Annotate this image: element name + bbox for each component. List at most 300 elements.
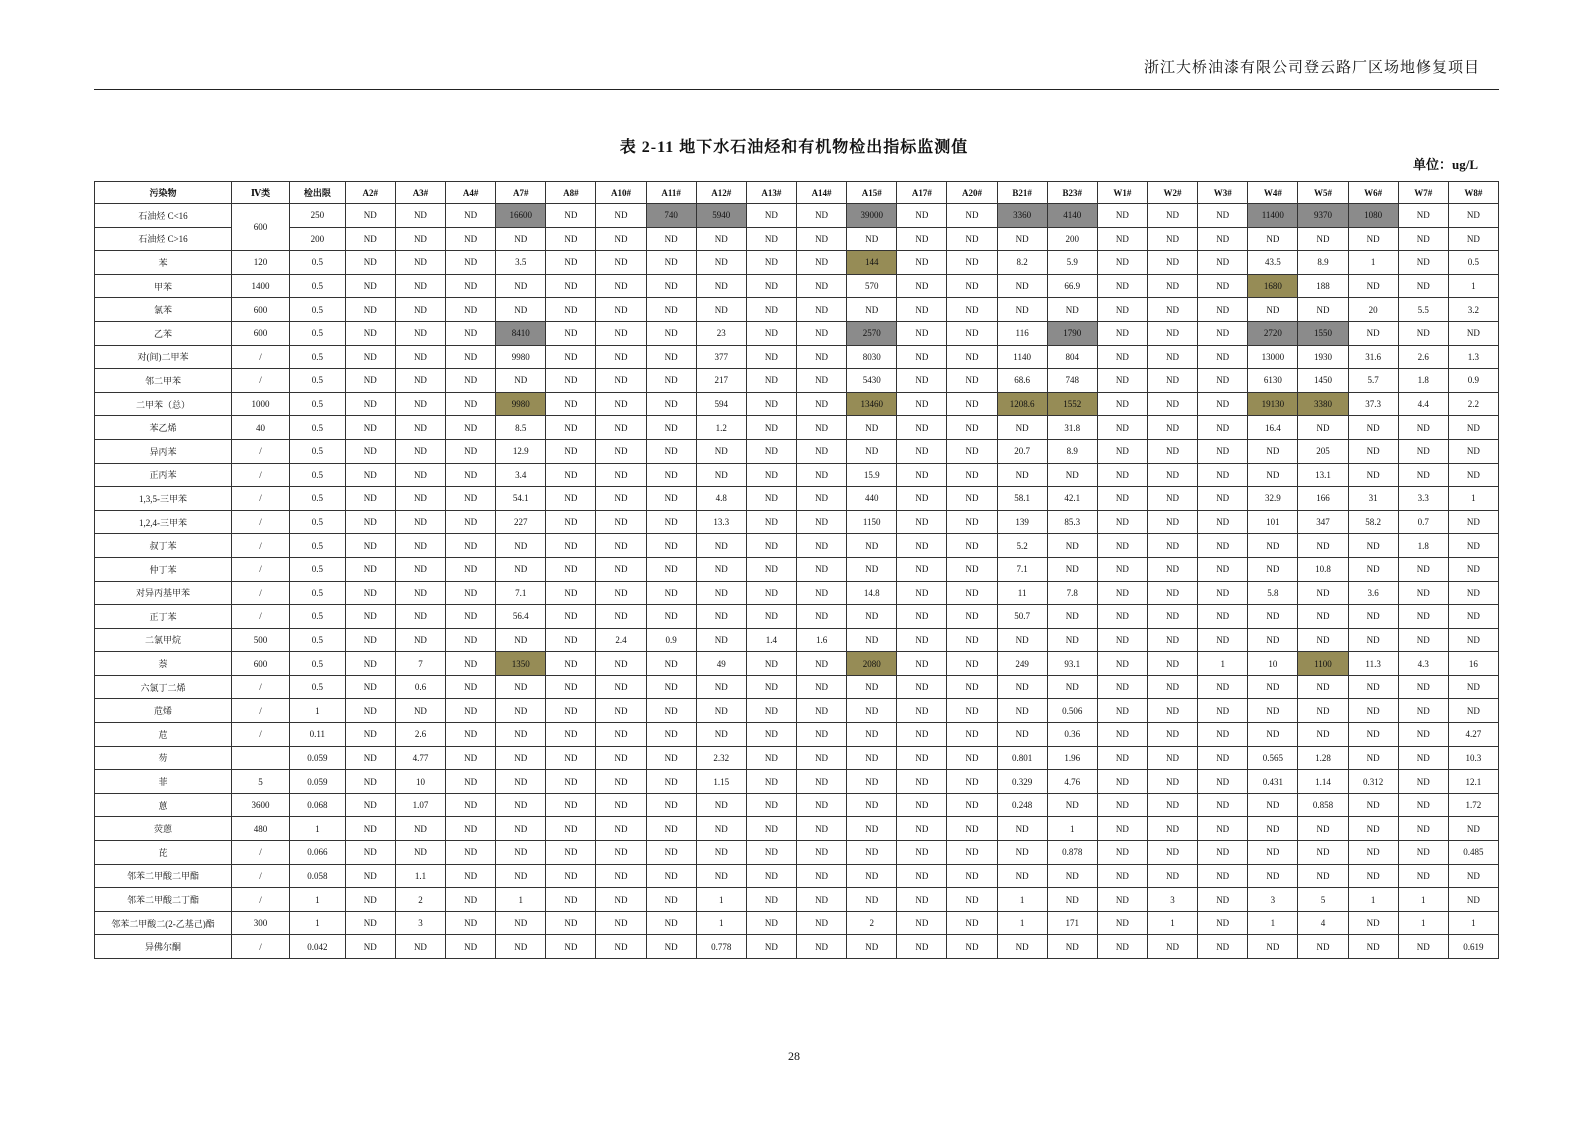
measurement-cell: ND <box>596 416 646 440</box>
standard-value: 600 <box>232 652 290 676</box>
measurement-cell: ND <box>797 817 847 841</box>
measurement-cell: ND <box>1398 864 1448 888</box>
detection-limit: 0.5 <box>289 581 345 605</box>
measurement-cell: ND <box>1298 935 1348 959</box>
measurement-cell: 0.778 <box>696 935 746 959</box>
measurement-cell: 9370 <box>1298 204 1348 228</box>
measurement-cell: ND <box>1097 723 1147 747</box>
measurement-cell: ND <box>1348 534 1398 558</box>
measurement-cell: ND <box>1047 463 1097 487</box>
measurement-cell: ND <box>947 227 997 251</box>
measurement-cell: ND <box>897 557 947 581</box>
pollutant-name: 芘 <box>95 841 232 865</box>
measurement-cell: ND <box>797 770 847 794</box>
column-header: A3# <box>395 182 445 204</box>
pollutant-name: 石油烃 C<16 <box>95 204 232 228</box>
measurement-cell: 2080 <box>847 652 897 676</box>
measurement-cell: ND <box>1248 675 1298 699</box>
measurement-cell: 66.9 <box>1047 274 1097 298</box>
measurement-cell: ND <box>1398 204 1448 228</box>
measurement-cell: 16.4 <box>1248 416 1298 440</box>
measurement-cell: ND <box>546 557 596 581</box>
measurement-cell: ND <box>546 369 596 393</box>
measurement-cell: ND <box>446 652 496 676</box>
measurement-cell: ND <box>1097 439 1147 463</box>
measurement-cell: 3.4 <box>496 463 546 487</box>
measurement-cell: ND <box>1147 345 1197 369</box>
measurement-cell: ND <box>1147 392 1197 416</box>
measurement-cell: ND <box>646 369 696 393</box>
measurement-cell: ND <box>646 793 696 817</box>
standard-value: 3600 <box>232 793 290 817</box>
measurement-cell: ND <box>446 605 496 629</box>
measurement-cell: ND <box>345 227 395 251</box>
measurement-cell: ND <box>596 935 646 959</box>
measurement-cell: 4.27 <box>1448 723 1498 747</box>
measurement-cell: 1 <box>1398 888 1448 912</box>
measurement-cell: ND <box>1398 699 1448 723</box>
measurement-cell: ND <box>1147 581 1197 605</box>
measurement-cell: ND <box>446 274 496 298</box>
measurement-cell: 20 <box>1348 298 1398 322</box>
measurement-cell: ND <box>496 770 546 794</box>
measurement-cell: ND <box>1298 817 1348 841</box>
table-row <box>95 888 1499 912</box>
measurement-cell: ND <box>997 841 1047 865</box>
measurement-cell: ND <box>1198 770 1248 794</box>
measurement-cell: ND <box>1147 416 1197 440</box>
measurement-cell: ND <box>596 487 646 511</box>
measurement-cell: 0.858 <box>1298 793 1348 817</box>
standard-value: / <box>232 581 290 605</box>
measurement-cell: ND <box>596 463 646 487</box>
measurement-cell: ND <box>897 204 947 228</box>
measurement-cell: ND <box>1198 793 1248 817</box>
measurement-cell: ND <box>1198 392 1248 416</box>
measurement-cell: 3.6 <box>1348 581 1398 605</box>
measurement-cell: ND <box>546 675 596 699</box>
measurement-cell: ND <box>1348 746 1398 770</box>
measurement-cell: ND <box>746 392 796 416</box>
measurement-cell: ND <box>947 416 997 440</box>
measurement-cell: ND <box>446 204 496 228</box>
measurement-cell: ND <box>1398 439 1448 463</box>
measurement-cell: ND <box>1348 864 1398 888</box>
measurement-cell: ND <box>897 251 947 275</box>
measurement-cell: ND <box>1097 699 1147 723</box>
measurement-cell: ND <box>345 605 395 629</box>
measurement-cell: ND <box>1348 935 1398 959</box>
measurement-cell: ND <box>395 510 445 534</box>
measurement-cell: ND <box>446 699 496 723</box>
measurement-cell: ND <box>345 935 395 959</box>
measurement-cell: 1.15 <box>696 770 746 794</box>
measurement-cell: ND <box>1097 817 1147 841</box>
table-row <box>95 463 1499 487</box>
standard-value: / <box>232 510 290 534</box>
detection-limit: 0.11 <box>289 723 345 747</box>
measurement-cell: ND <box>997 298 1047 322</box>
measurement-cell: ND <box>947 864 997 888</box>
measurement-cell: 9980 <box>496 345 546 369</box>
measurement-cell: ND <box>897 699 947 723</box>
measurement-cell: ND <box>997 817 1047 841</box>
measurement-cell: ND <box>496 911 546 935</box>
measurement-cell: ND <box>1348 439 1398 463</box>
measurement-cell: ND <box>696 534 746 558</box>
measurement-cell: ND <box>797 699 847 723</box>
measurement-cell: 2.6 <box>1398 345 1448 369</box>
pollutant-name: 苊 <box>95 723 232 747</box>
measurement-cell: ND <box>797 392 847 416</box>
measurement-cell: ND <box>345 392 395 416</box>
measurement-cell: 1.8 <box>1398 534 1448 558</box>
measurement-cell: ND <box>947 652 997 676</box>
measurement-cell: ND <box>596 274 646 298</box>
measurement-cell: 5 <box>1298 888 1348 912</box>
measurement-cell: ND <box>646 345 696 369</box>
measurement-cell: ND <box>446 770 496 794</box>
measurement-cell: ND <box>1298 628 1348 652</box>
table-row <box>95 345 1499 369</box>
measurement-cell: ND <box>1047 605 1097 629</box>
detection-limit: 0.5 <box>289 463 345 487</box>
measurement-cell: ND <box>546 911 596 935</box>
measurement-cell: ND <box>897 770 947 794</box>
detection-limit: 0.5 <box>289 652 345 676</box>
measurement-cell: ND <box>797 345 847 369</box>
standard-value: 120 <box>232 251 290 275</box>
pollutant-name: 蒽 <box>95 793 232 817</box>
measurement-cell: ND <box>1398 251 1448 275</box>
measurement-cell: ND <box>1348 274 1398 298</box>
measurement-cell: ND <box>1097 392 1147 416</box>
column-header: 污染物 <box>95 182 232 204</box>
measurement-cell: ND <box>897 321 947 345</box>
measurement-cell: ND <box>446 487 496 511</box>
measurement-cell: 1.4 <box>746 628 796 652</box>
measurement-cell: ND <box>546 841 596 865</box>
measurement-cell: ND <box>897 581 947 605</box>
measurement-cell: 2.2 <box>1448 392 1498 416</box>
measurement-cell: ND <box>596 605 646 629</box>
measurement-cell: ND <box>797 369 847 393</box>
measurement-cell: 0.619 <box>1448 935 1498 959</box>
measurement-cell: ND <box>1348 793 1398 817</box>
measurement-cell: 0.431 <box>1248 770 1298 794</box>
measurement-cell: 116 <box>997 321 1047 345</box>
detection-limit: 0.5 <box>289 439 345 463</box>
measurement-cell: 347 <box>1298 510 1348 534</box>
measurement-cell: ND <box>897 911 947 935</box>
measurement-cell: 1 <box>1448 911 1498 935</box>
pollutant-name: 芴 <box>95 746 232 770</box>
table-row <box>95 251 1499 275</box>
measurement-cell: ND <box>947 392 997 416</box>
measurement-cell: 1790 <box>1047 321 1097 345</box>
detection-limit: 0.5 <box>289 557 345 581</box>
pollutant-name: 石油烃 C>16 <box>95 227 232 251</box>
measurement-cell: ND <box>646 770 696 794</box>
measurement-cell: ND <box>1348 628 1398 652</box>
measurement-cell: ND <box>646 817 696 841</box>
measurement-cell: 3.2 <box>1448 298 1498 322</box>
measurement-cell: ND <box>746 605 796 629</box>
measurement-cell: ND <box>345 510 395 534</box>
measurement-cell: ND <box>947 298 997 322</box>
measurement-cell: ND <box>947 770 997 794</box>
measurement-cell: ND <box>1248 557 1298 581</box>
measurement-cell: 4 <box>1298 911 1348 935</box>
measurement-cell: 16600 <box>496 204 546 228</box>
measurement-cell: ND <box>1348 321 1398 345</box>
measurement-cell: ND <box>646 699 696 723</box>
measurement-cell: 2.32 <box>696 746 746 770</box>
measurement-cell: ND <box>546 628 596 652</box>
measurement-cell: 1350 <box>496 652 546 676</box>
table-row <box>95 652 1499 676</box>
measurement-cell: ND <box>797 935 847 959</box>
pollutant-name: 正丁苯 <box>95 605 232 629</box>
measurement-cell: ND <box>1398 935 1448 959</box>
measurement-cell: ND <box>746 274 796 298</box>
measurement-cell: ND <box>897 392 947 416</box>
standard-value: 600 <box>232 204 290 251</box>
standard-value: / <box>232 841 290 865</box>
measurement-cell: ND <box>1398 793 1448 817</box>
measurement-cell: ND <box>646 274 696 298</box>
table-row <box>95 841 1499 865</box>
measurement-cell: 1 <box>1198 652 1248 676</box>
standard-value: 40 <box>232 416 290 440</box>
measurement-cell: ND <box>1398 416 1448 440</box>
measurement-cell: 3360 <box>997 204 1047 228</box>
measurement-cell: ND <box>395 298 445 322</box>
measurement-cell: ND <box>496 557 546 581</box>
pollutant-name: 苯乙烯 <box>95 416 232 440</box>
measurement-cell: ND <box>847 628 897 652</box>
measurement-cell: ND <box>746 581 796 605</box>
measurement-cell: ND <box>395 251 445 275</box>
measurement-cell: ND <box>797 251 847 275</box>
pollutant-name: 对(间)二甲苯 <box>95 345 232 369</box>
measurement-cell: 3380 <box>1298 392 1348 416</box>
measurement-cell: ND <box>596 227 646 251</box>
measurement-cell: ND <box>646 251 696 275</box>
measurement-cell: ND <box>646 321 696 345</box>
measurement-cell: ND <box>1398 274 1448 298</box>
measurement-cell: ND <box>897 841 947 865</box>
detection-limit: 0.068 <box>289 793 345 817</box>
measurement-cell: ND <box>1147 487 1197 511</box>
measurement-cell: 32.9 <box>1248 487 1298 511</box>
measurement-cell: ND <box>1047 534 1097 558</box>
measurement-cell: ND <box>746 911 796 935</box>
measurement-cell: ND <box>1097 251 1147 275</box>
measurement-cell: ND <box>446 841 496 865</box>
measurement-cell: ND <box>1198 321 1248 345</box>
measurement-cell: ND <box>345 204 395 228</box>
measurement-cell: ND <box>947 204 997 228</box>
measurement-cell: ND <box>1147 652 1197 676</box>
measurement-cell: ND <box>1348 841 1398 865</box>
measurement-cell: 1 <box>997 911 1047 935</box>
measurement-cell: ND <box>1147 321 1197 345</box>
measurement-cell: 8030 <box>847 345 897 369</box>
measurement-cell: ND <box>1348 911 1398 935</box>
table-row <box>95 487 1499 511</box>
standard-value: 600 <box>232 321 290 345</box>
measurement-cell: ND <box>1147 864 1197 888</box>
document-header-title: 浙江大桥油漆有限公司登云路厂区场地修复项目 <box>1143 60 1480 76</box>
measurement-cell: ND <box>947 746 997 770</box>
measurement-cell: ND <box>797 652 847 676</box>
measurement-cell: ND <box>797 557 847 581</box>
measurement-cell: ND <box>897 463 947 487</box>
measurement-cell: ND <box>345 628 395 652</box>
measurement-cell: ND <box>746 675 796 699</box>
measurement-cell: 10.8 <box>1298 557 1348 581</box>
pollutant-name: 正丙苯 <box>95 463 232 487</box>
measurement-cell: ND <box>1097 463 1147 487</box>
measurement-cell: ND <box>696 628 746 652</box>
measurement-cell: ND <box>1198 675 1248 699</box>
standard-value: 1000 <box>232 392 290 416</box>
measurement-cell: ND <box>847 723 897 747</box>
measurement-cell: ND <box>646 463 696 487</box>
measurement-cell: ND <box>446 510 496 534</box>
measurement-cell: ND <box>847 770 897 794</box>
measurement-cell: 8410 <box>496 321 546 345</box>
table-row <box>95 723 1499 747</box>
measurement-cell: ND <box>446 227 496 251</box>
measurement-cell: ND <box>746 935 796 959</box>
measurement-cell: 8.5 <box>496 416 546 440</box>
detection-limit: 0.5 <box>289 321 345 345</box>
measurement-cell: 594 <box>696 392 746 416</box>
measurement-cell: ND <box>1448 416 1498 440</box>
measurement-cell: ND <box>496 699 546 723</box>
measurement-cell: ND <box>546 534 596 558</box>
standard-value: 5 <box>232 770 290 794</box>
measurement-cell: ND <box>596 534 646 558</box>
measurement-cell: ND <box>395 274 445 298</box>
measurement-cell: ND <box>847 675 897 699</box>
measurement-cell: ND <box>1398 628 1448 652</box>
measurement-cell: 1 <box>997 888 1047 912</box>
detection-limit: 0.5 <box>289 510 345 534</box>
measurement-cell: ND <box>1198 817 1248 841</box>
measurement-cell: ND <box>1448 605 1498 629</box>
measurement-cell: 5.5 <box>1398 298 1448 322</box>
measurement-cell: ND <box>1198 581 1248 605</box>
measurement-cell: ND <box>746 369 796 393</box>
measurement-cell: ND <box>897 510 947 534</box>
column-header: W1# <box>1097 182 1147 204</box>
measurement-cell: ND <box>997 416 1047 440</box>
measurement-cell: ND <box>847 746 897 770</box>
measurement-cell: ND <box>1398 817 1448 841</box>
measurement-cell: 0.329 <box>997 770 1047 794</box>
measurement-cell: ND <box>345 723 395 747</box>
measurement-cell: ND <box>1298 864 1348 888</box>
column-header: W5# <box>1298 182 1348 204</box>
detection-limit: 1 <box>289 888 345 912</box>
table-row <box>95 675 1499 699</box>
measurement-cell: ND <box>446 557 496 581</box>
measurement-cell: ND <box>546 581 596 605</box>
measurement-cell: ND <box>1097 557 1147 581</box>
measurement-cell: ND <box>746 321 796 345</box>
measurement-cell: 4.8 <box>696 487 746 511</box>
measurement-cell: ND <box>546 439 596 463</box>
table-row <box>95 817 1499 841</box>
table-row <box>95 204 1499 228</box>
measurement-cell: 1100 <box>1298 652 1348 676</box>
measurement-cell: ND <box>847 935 897 959</box>
measurement-cell: 1 <box>1448 487 1498 511</box>
measurement-cell: ND <box>1147 770 1197 794</box>
measurement-cell: ND <box>646 935 696 959</box>
measurement-cell: ND <box>395 605 445 629</box>
measurement-cell: 144 <box>847 251 897 275</box>
column-header: W8# <box>1448 182 1498 204</box>
measurement-cell: ND <box>797 841 847 865</box>
measurement-cell: ND <box>1147 534 1197 558</box>
column-header: W7# <box>1398 182 1448 204</box>
measurement-cell: ND <box>696 439 746 463</box>
measurement-cell: ND <box>947 369 997 393</box>
measurement-cell: ND <box>1198 227 1248 251</box>
measurement-cell: 7.1 <box>997 557 1047 581</box>
measurement-cell: ND <box>546 817 596 841</box>
pollutant-name: 仲丁苯 <box>95 557 232 581</box>
measurement-cell: ND <box>446 439 496 463</box>
measurement-cell: ND <box>546 227 596 251</box>
measurement-cell: 50.7 <box>997 605 1047 629</box>
measurement-cell: ND <box>1097 793 1147 817</box>
measurement-cell: ND <box>596 204 646 228</box>
table-row <box>95 274 1499 298</box>
measurement-cell: ND <box>1097 227 1147 251</box>
measurement-cell: ND <box>1248 605 1298 629</box>
measurement-cell: 6130 <box>1248 369 1298 393</box>
detection-limit: 1 <box>289 699 345 723</box>
measurement-cell: 0.801 <box>997 746 1047 770</box>
measurement-cell: 16 <box>1448 652 1498 676</box>
measurement-cell: ND <box>446 392 496 416</box>
measurement-cell: ND <box>797 463 847 487</box>
column-header: Ⅳ类 <box>232 182 290 204</box>
column-header: A12# <box>696 182 746 204</box>
detection-limit: 0.5 <box>289 392 345 416</box>
measurement-cell: ND <box>345 416 395 440</box>
measurement-cell: ND <box>947 675 997 699</box>
measurement-cell: ND <box>345 557 395 581</box>
measurement-cell: ND <box>1398 841 1448 865</box>
measurement-cell: ND <box>546 605 596 629</box>
measurement-cell: ND <box>1097 864 1147 888</box>
measurement-cell: ND <box>696 841 746 865</box>
measurement-cell: ND <box>446 817 496 841</box>
measurement-cell: ND <box>897 746 947 770</box>
measurement-cell: 0.485 <box>1448 841 1498 865</box>
measurement-cell: ND <box>596 841 646 865</box>
measurement-cell: ND <box>897 227 947 251</box>
pollutant-name: 氯苯 <box>95 298 232 322</box>
measurement-cell: ND <box>1198 204 1248 228</box>
measurement-cell: ND <box>1147 204 1197 228</box>
